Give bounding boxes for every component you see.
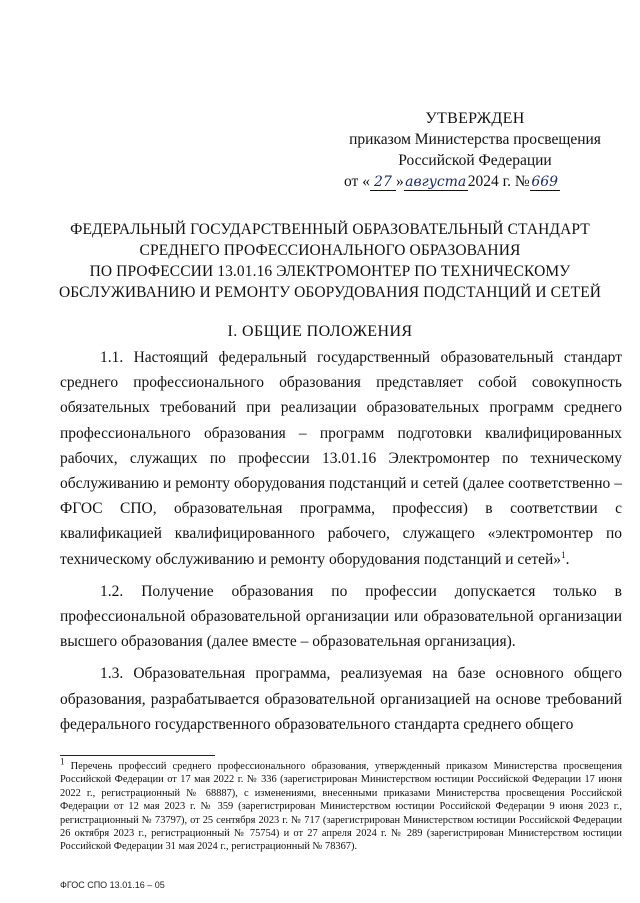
title-line-2: СРЕДНЕГО ПРОФЕССИОНАЛЬНОГО ОБРАЗОВАНИЯ bbox=[139, 242, 521, 259]
paragraph-1-1 bbox=[60, 345, 622, 572]
handwritten-order-number: 669 bbox=[531, 174, 559, 190]
body-text bbox=[60, 345, 622, 737]
title-line-4: ОБСЛУЖИВАНИЮ И РЕМОНТУ ОБОРУДОВАНИЯ ПОДСТАНЦИЙ И СЕТЕЙ bbox=[58, 284, 602, 301]
approval-line-country: Российской Федерации bbox=[398, 152, 552, 169]
handwritten-day: 27 bbox=[370, 174, 396, 191]
paragraph-1-1-text: 1.1. Настоящий федеральный государственный образовательный стандарт среднего профессионального образования представляет собой совокупность обязательных требований при реализации образовательных программ среднего профессионального образования – программ подготовки квалифицированных рабочих, служащих по профессии 13.01.16 Электромонтер по техническому обслуживанию и ремонту оборудования подстанций и сетей (далее соответственно – ФГОС СПО, образовательная программа, профессия) в соответствии с квалификацией квалифицированного рабочего, служащего «электромонтер по техническому обслуживанию и ремонту оборудования подстанций и сетей» bbox=[60, 349, 622, 568]
footnote-text: Перечень профессий среднего профессионального образования, утвержденный приказом Министерства просвещения Российской Федерации от 17 мая 2022 г. № 336 (зарегистрирован Министерством юстиции Российской Федерации 17 июня 2022 г., регистрационный № 68887), с изменениями, внесенными приказами Министерства просвещения Российской Федерации от 12 мая 2023 г. № 359 (зарегистрирован Министерством юстиции Российской Федерации 9 июня 2023 г., регистрационный № 73797), от 25 сентября 2023 г. № 717 (зарегистрирован Министерством юстиции Российской Федерации 26 октября 2023 г., регистрационный № 75754) и от 27 апреля 2024 г. № 289 (зарегистрирован Министерством юстиции Российской Федерации 31 мая 2024 г., регистрационный № 78367). bbox=[60, 761, 622, 853]
paragraph-1-3: 1.3. Образовательная программа, реализуемая на базе основного общего образования, разрабатывается образовательной организацией на основе требований федерального государственного образовательного стандарта среднего общего bbox=[60, 665, 622, 733]
footnote-ref[interactable]: 1 bbox=[561, 549, 566, 560]
date-mid: » bbox=[395, 173, 404, 190]
page-footer: ФГОС СПО 13.01.16 – 05 bbox=[60, 880, 165, 890]
paragraph-1-2: 1.2. Получение образования по профессии допускается только в профессиональной образовательной организации или образовательной организации высшего образования (далее вместе – образовательная организация). bbox=[60, 582, 622, 651]
paragraph-1-1-end: . bbox=[565, 550, 570, 568]
handwritten-month: августа bbox=[405, 174, 467, 190]
approval-block bbox=[330, 108, 620, 192]
approval-line-ministry: приказом Министерства просвещения bbox=[349, 131, 601, 148]
footnote bbox=[60, 756, 622, 854]
approval-heading: УТВЕРЖДЕН bbox=[425, 110, 525, 127]
footnote-separator bbox=[60, 755, 215, 756]
approval-date-line bbox=[330, 171, 620, 192]
footnote-mark: 1 bbox=[60, 756, 65, 767]
date-prefix: от « bbox=[344, 173, 370, 190]
date-suffix: 2024 г. № bbox=[467, 173, 530, 190]
title-line-3: ПО ПРОФЕССИИ 13.01.16 ЭЛЕКТРОМОНТЕР ПО ТЕХНИЧЕСКОМУ bbox=[89, 263, 571, 280]
title-line-1: ФЕДЕРАЛЬНЫЙ ГОСУДАРСТВЕННЫЙ ОБРАЗОВАТЕЛЬНЫЙ СТАНДАРТ bbox=[70, 221, 590, 238]
section-heading: I. ОБЩИЕ ПОЛОЖЕНИЯ bbox=[227, 323, 413, 340]
document-title bbox=[50, 219, 610, 303]
